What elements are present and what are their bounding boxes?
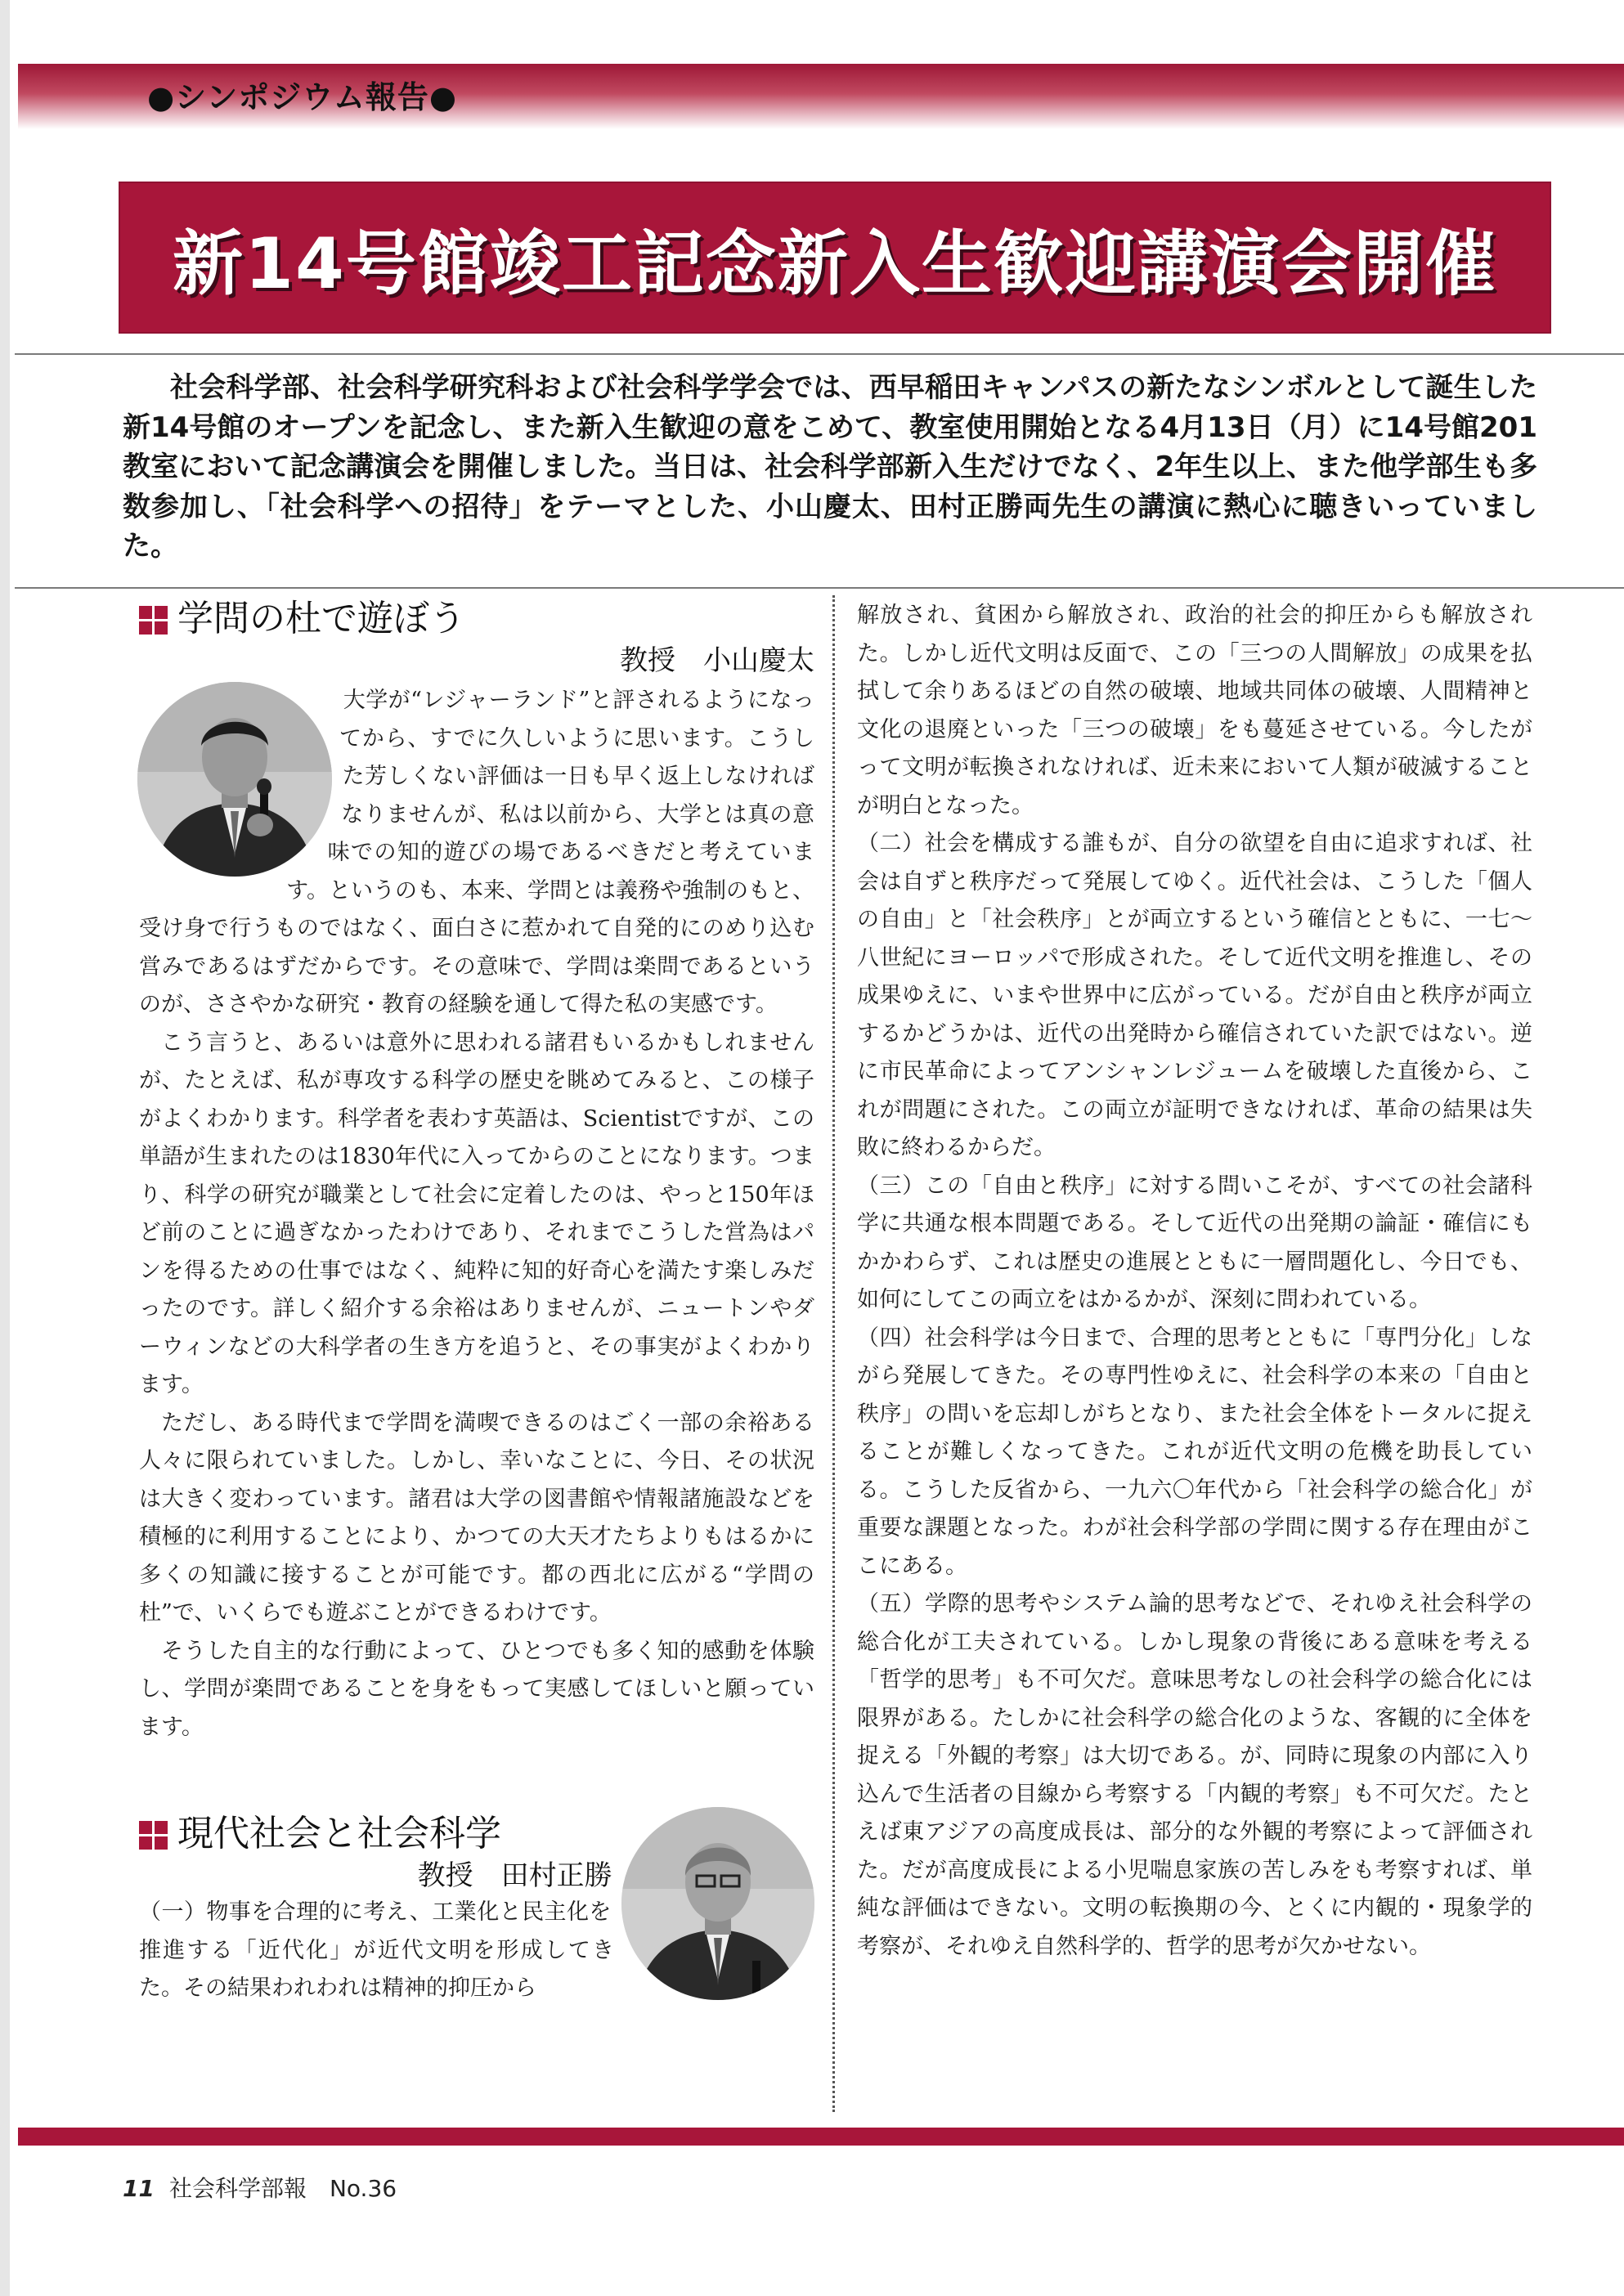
footer [123,2171,397,2204]
article2-left-text: （一）物事を合理的に考え、工業化と民主化を推進する「近代化」が近代文明を形成してきた。その結果われわれは精神的抑圧から [139,1899,615,2001]
title-box [119,182,1551,334]
page-title: 新14号館竣工記念新入生歓迎講演会開催 [173,223,1497,305]
article2-title: 現代社会と社会科学 [177,1813,501,1854]
article1-paragraph-4: そうした自主的な行動によって、ひとつでも多く知的感動を体験し、学問が楽問であることを身をもって実感してほしいと願っています。 [139,1638,814,1740]
page-number: 11 [123,2175,155,2202]
section-label: ●シンポジウム報告● [147,79,457,115]
article1-paragraph-3: ただし、ある時代まで学問を満喫できるのはごく一部の余裕ある人々に限られていました。しかし、幸いなことに、今日、その状況は大きく変わっています。諸君は大学の図書館や情報諸施設などを積極的に利用することにより、かつての大天才たちよりもはるかに多くの知識に接することが可能です。都の西北に広がる“学問の杜”で、いくらでも遊ぶことができるわけです。 [139,1410,814,1626]
article2-paragraph-3: （三）この「自由と秩序」に対する問いこそが、すべての社会諸科学に共通な根本問題である。そして近代の出発期の論証・確信にもかかわらず、これは歴史の進展とともに一層問題化し、今日でも、如何にしてこの両立をはかるかが、深刻に問われている。 [857,1173,1532,1312]
divider-top [15,353,1624,355]
article2-paragraph-4: （四）社会科学は今日まで、合理的思考とともに「専門分化」しながら発展してきた。その専門性ゆえに、社会科学の本来の「自由と秩序」の問いを忘却しがちとなり、また社会全体をトータルに捉えることが難しくなってきた。これが近代文明の危機を助長している。こうした反省から、一九六〇年代から「社会科学の総合化」が重要な課題となった。わが社会科学部の学問に関する存在理由がここにある。 [857,1325,1532,1579]
article1-title: 学問の杜で遊ぼう [177,598,465,639]
article2-author: 教授 田村正勝 [417,1859,612,1892]
article1-paragraph-1: 大学が“レジャーランド”と評されるようになってから、すでに久しいように思います。こうした芳しくない評価は一日も早く返上しなければなりませんが、私は以前から、大学とは真の意味での知的遊びの場であるべきだと考えています。というのも、本来、学問とは義務や強制のもと、受け身で行うものではなく、面白さに惹かれて自発的にのめり込む営みであるはずだからです。その意味で、学問は楽問であるというのが、ささやかな研究・教育の経験を通して得た私の実感です。 [139,688,815,1017]
right-column [857,597,1532,1966]
section-square-icon [139,1821,168,1850]
article1-body [139,682,814,1747]
article1-paragraph-2: こう言うと、あるいは意外に思われる諸君もいるかもしれませんが、たとえば、私が専攻する科学の歴史を眺めてみると、この様子がよくわかります。科学者を表わす英語は、Scientistですが、この単語が生まれたのは1830年代に入ってからのことになります。つまり、科学の研究が職業として社会に定着したのは、やっと150年ほど前のことに過ぎなかったわけであり、それまでこうした営為はパンを得るための仕事ではなく、純粋に知的好奇心を満たす楽しみだったのです。詳しく紹介する余裕はありませんが、ニュートンやダーウィンなどの大科学者の生き方を追うと、その事実がよくわかります。 [139,1029,814,1397]
publication-name: 社会科学部報 No.36 [168,2175,397,2202]
article1-author: 教授 小山慶太 [620,644,814,677]
column-divider [832,595,835,2112]
portrait-tamura-image [621,1807,814,2000]
lead-paragraph: 社会科学部、社会科学研究科および社会科学学会では、西早稲田キャンパスの新たなシンボルとして誕生した新14号館のオープンを記念し、また新入生歓迎の意をこめて、教室使用開始となる4月13日（月）に14号館201教室において記念講演会を開催しました。当日は、社会科学部新入生だけでなく、2年生以上、また他学部生も多数参加し、「社会科学への招待」をテーマとした、小山慶太、田村正勝両先生の講演に熱心に聴きいっていました。 [123,371,1537,563]
article2-paragraph-2: （二）社会を構成する誰もが、自分の欲望を自由に追求すれば、社会は自ずと秩序だって発展してゆく。近代社会は、こうした「個人の自由」と「社会秩序」とが両立するという確信とともに、一七～八世紀にヨーロッパで形成された。そして近代文明を推進し、その成果ゆえに、いまや世界中に広がっている。だが自由と秩序が両立するかどうかは、近代の出発時から確信されていた訳ではない。逆に市民革命によってアンシャンレジュームを破壊した直後から、これが問題にされた。この両立が証明できなければ、革命の結果は失敗に終わるからだ。 [857,831,1532,1160]
article2-paragraph-1: 解放され、貧困から解放され、政治的社会的抑圧からも解放された。しかし近代文明は反面で、この「三つの人間解放」の成果を払拭して余りあるほどの自然の破壊、地域共同体の破壊、人間精神と文化の退廃といった「三つの破壊」をも蔓延させている。今したがって文明が転換されなければ、近未来において人類が破滅することが明白となった。 [857,603,1532,818]
portrait-koyama-image [137,682,332,877]
portrait-tamura-photo [621,1807,814,2000]
left-column [139,595,814,2008]
page-edge [0,0,10,2296]
article2-paragraph-5: （五）学際的思考やシステム論的思考などで、それゆえ社会科学の総合化が工夫されている。しかし現象の背後にある意味を考える「哲学的思考」も不可欠だ。意味思考なしの社会科学の総合化には限界がある。たしかに社会科学の総合化のような、客観的に全体を捉える「外観的考察」は大切である。が、同時に現象の内部に入り込んで生活者の目線から考察する「内観的考察」も不可欠だ。たとえば東アジアの高度成長は、部分的な外観的考察によって評価された。だが高度成長による小児喘息家族の苦しみをも考察すれば、単純な評価はできない。文明の転換期の今、とくに内観的・現象学的考察が、それゆえ自然科学的、哲学的思考が欠かせない。 [857,1591,1532,1959]
article2-heading [139,1810,608,1858]
article1-heading [139,595,814,643]
article2-left [139,1810,814,2008]
divider-lead [15,587,1624,589]
portrait-koyama-photo [137,682,332,877]
section-square-icon [139,606,168,635]
footer-band [18,2128,1624,2146]
